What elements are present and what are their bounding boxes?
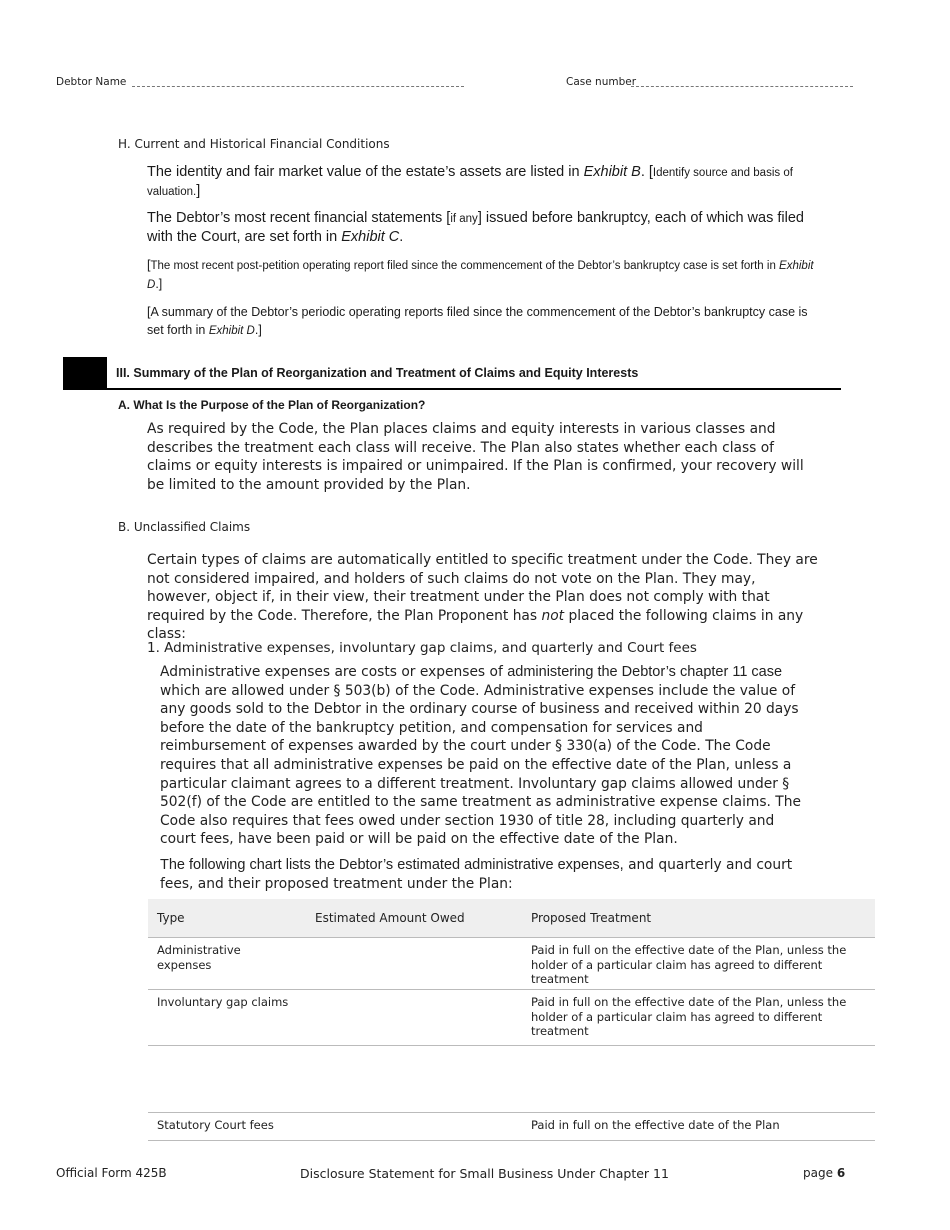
case-number-line[interactable] bbox=[631, 86, 853, 87]
footer-form-number: Official Form 425B bbox=[56, 1166, 167, 1180]
chart-intro: The following chart lists the Debtor’s estimated administrative expenses, and quarterly and court fees, and their proposed treatment under the Plan: bbox=[160, 857, 793, 892]
part-iii-title: III. Summary of the Plan of Reorganization and Treatment of Claims and Equity Interests bbox=[116, 366, 639, 380]
part-iii-marker bbox=[63, 357, 107, 390]
table-row bbox=[148, 938, 875, 990]
row-amount[interactable] bbox=[306, 990, 522, 1046]
col-type-header: Type bbox=[148, 899, 306, 938]
debtor-name-line[interactable] bbox=[132, 86, 464, 87]
row-type[interactable] bbox=[148, 1046, 306, 1113]
row-amount[interactable] bbox=[306, 1046, 522, 1113]
table-header-row bbox=[148, 899, 875, 938]
row-type: Administrative expenses bbox=[148, 938, 306, 990]
row-type: Statutory Court fees bbox=[148, 1113, 306, 1141]
row-treatment: Paid in full on the effective date of the Plan, unless the holder of a particular claim has agreed to different treatment bbox=[522, 938, 875, 990]
section-h-paragraph-4: [A summary of the Debtor’s periodic operating reports filed since the commencement of the Debtor’s bankruptcy case is set forth in Exhibit D.] bbox=[147, 305, 808, 337]
row-treatment: Paid in full on the effective date of the Plan bbox=[522, 1113, 875, 1141]
section-h-title: H. Current and Historical Financial Conditions bbox=[118, 137, 390, 151]
section-h-paragraph-3: [The most recent post-petition operating report filed since the commencement of the Debtor’s bankruptcy case is set forth in Exhibit D.] bbox=[147, 258, 814, 291]
item-1-text: Administrative expenses are costs or expenses of administering the Debtor’s chapter 11 case which are allowed under § 503(b) of the Code. Administrative expenses include the value of any goods sold to the Debtor in the ordinary course of business and received within 20 days before the date of the bankruptcy petition, and compensation for services and reimbursement of expenses awarded by the court under § 330(a) of the Code. The Code requires that all administrative expenses be paid on the effective date of the Plan, unless a particular claimant agrees to a different treatment. Involuntary gap claims allowed under § 502(f) of the Code are entitled to the same treatment as administrative expense claims. The Code also requires that fees owed under section 1930 of title 28, including quarterly and court fees, have been paid or will be paid on the effective date of the Plan. bbox=[160, 664, 801, 848]
section-b-text: Certain types of claims are automatically entitled to specific treatment under the Code. They are not considered impaired, and holders of such claims do not vote on the Plan. They may, however, object if, in their view, their treatment under the Plan does not comply with that required by the Code. Therefore, the Plan Proponent has not placed the following claims in any class: bbox=[147, 552, 818, 643]
table-row bbox=[148, 990, 875, 1046]
section-a-text: As required by the Code, the Plan places claims and equity interests in various classes and describes the treatment each class will receive. The Plan also states whether each class of claims or equity interests is impaired or unimpaired. If the Plan is confirmed, your recovery will be limited to the amount provided by the Plan. bbox=[147, 421, 804, 493]
debtor-name-label: Debtor Name bbox=[56, 76, 127, 88]
section-h-paragraph-1: The identity and fair market value of the estate’s assets are listed in Exhibit B. [Identify source and basis of valuation.] bbox=[147, 164, 793, 199]
row-amount[interactable] bbox=[306, 938, 522, 990]
table-row bbox=[148, 1046, 875, 1113]
page-number: 6 bbox=[836, 1166, 846, 1180]
section-h-paragraph-2: The Debtor’s most recent financial statements [if any] issued before bankruptcy, each of which was filed with the Court, are set forth in Exhibit C. bbox=[147, 210, 804, 245]
table-row bbox=[148, 1113, 875, 1141]
row-type: Involuntary gap claims bbox=[148, 990, 306, 1046]
part-iii-rule bbox=[63, 388, 841, 390]
case-number-label: Case number bbox=[566, 76, 637, 88]
footer-title: Disclosure Statement for Small Business Under Chapter 11 bbox=[300, 1166, 669, 1181]
section-a-title: A. What Is the Purpose of the Plan of Reorganization? bbox=[118, 398, 426, 412]
row-amount[interactable] bbox=[306, 1113, 522, 1141]
section-b-title: B. Unclassified Claims bbox=[118, 520, 251, 534]
row-treatment[interactable] bbox=[522, 1046, 875, 1113]
item-1-title: 1. Administrative expenses, involuntary gap claims, and quarterly and Court fees bbox=[147, 640, 697, 656]
col-treatment-header: Proposed Treatment bbox=[522, 899, 875, 938]
col-amount-header: Estimated Amount Owed bbox=[306, 899, 522, 938]
row-treatment: Paid in full on the effective date of the Plan, unless the holder of a particular claim has agreed to different treatment bbox=[522, 990, 875, 1046]
footer-page: page 6 bbox=[803, 1166, 846, 1180]
admin-expenses-table bbox=[148, 899, 875, 1141]
